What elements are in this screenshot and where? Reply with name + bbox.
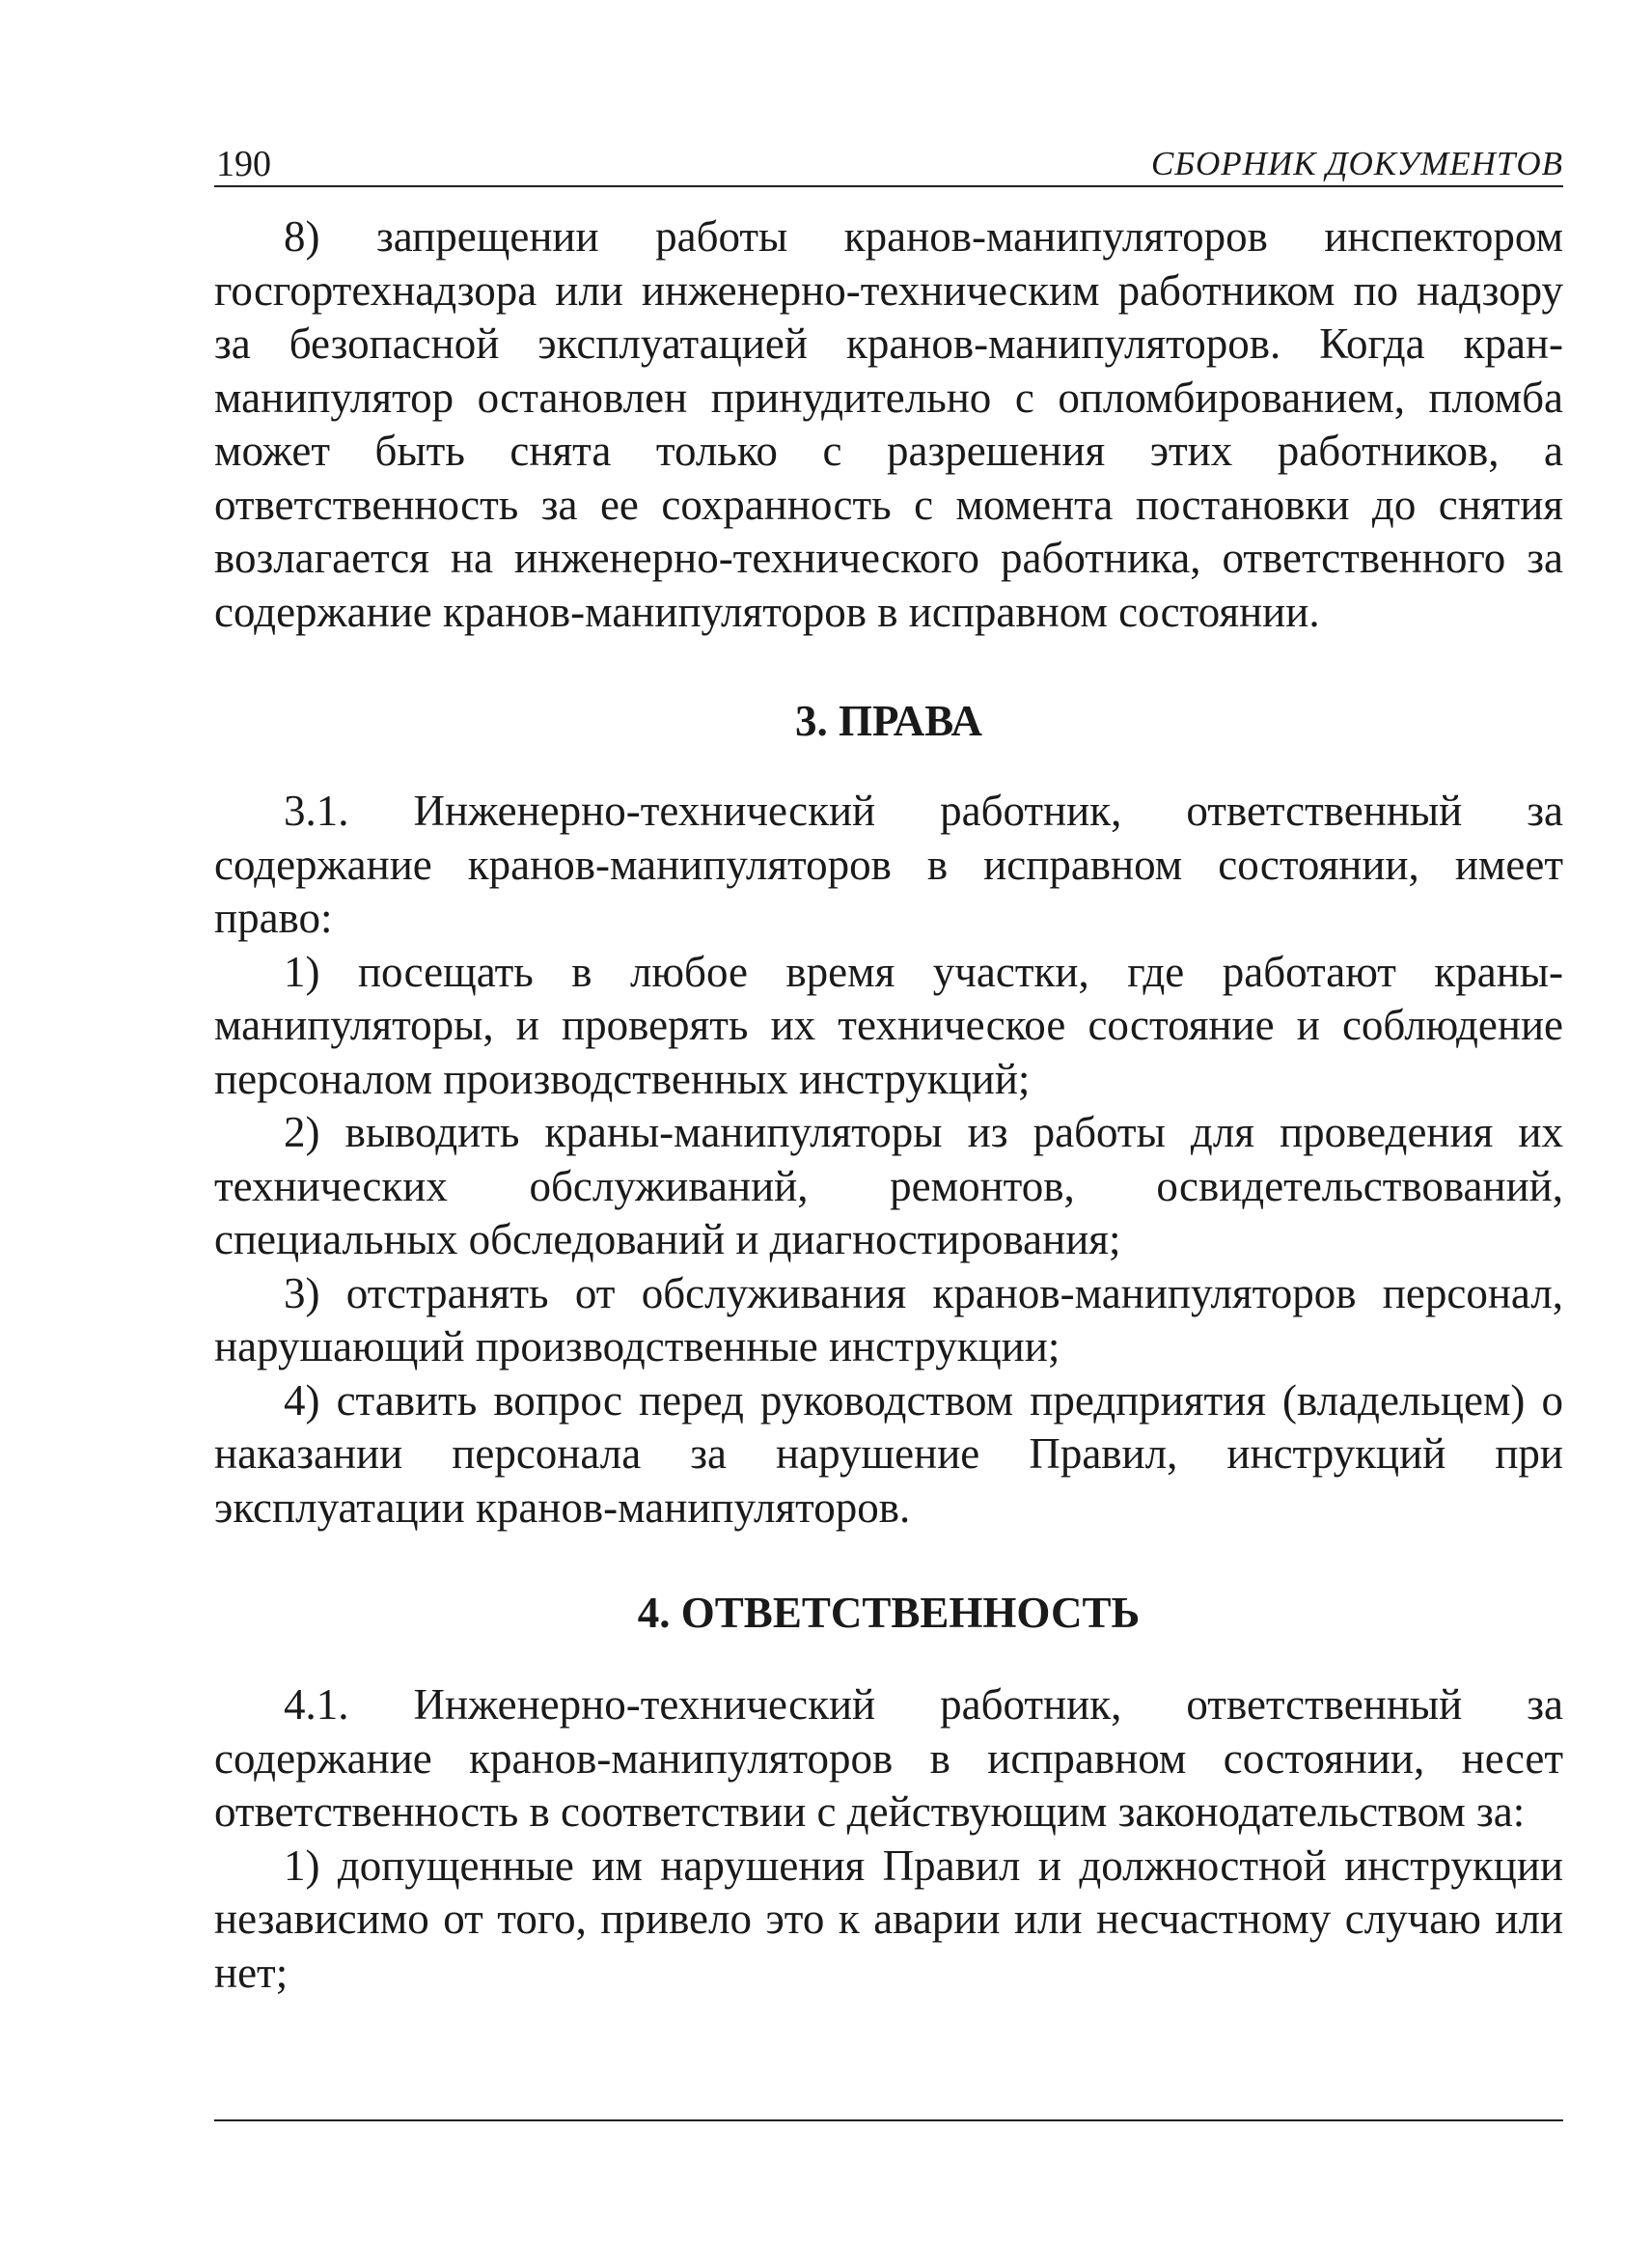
section-heading-rights: 3. ПРАВА [795,697,982,745]
bottom-divider [214,2119,1563,2121]
paragraph-3-1-item-1: 1) посещать в любое время участки, где работают краны-манипуляторы, и проверять их техническое состояние и соблюдение персоналом производственных инструкций; [214,947,1563,1103]
paragraph-4-1: 4.1. Инженерно-технический работник, ответственный за содержание кранов-манипуляторов в исправном состоянии, несет ответственность в соответствии с действующим законодательством за: [214,1680,1563,1836]
paragraph-3-1-item-4: 4) ставить вопрос перед руководством предприятия (владельцем) о наказании персонала за нарушение Правил, инструкций при эксплуатации кранов-манипуляторов. [214,1375,1563,1532]
paragraph-item-8: 8) запрещении работы кранов-манипуляторов инспектором госгортехнадзора или инженерно-техническим работником по надзору за безопасной эксплуатацией кранов-манипуляторов. Когда кран-манипулятор остановлен принудительно с опломбированием, пломба может быть снята только с разрешения этих работников, а ответственность за ее сохранность с момента постановки до снятия возлагается на инженерно-технического работника, ответственного за содержание кранов-манипуляторов в исправном состоянии. [214,212,1563,636]
page-body [214,210,1563,2000]
page-number: 190 [216,144,271,184]
running-header-title: СБОРНИК ДОКУМЕНТОВ [1151,145,1563,182]
paragraph-3-1-item-3: 3) отстранять от обслуживания кранов-манипуляторов персонал, нарушающий производственные инструкции; [214,1268,1563,1370]
paragraph-3-1: 3.1. Инженерно-технический работник, ответственный за содержание кранов-манипуляторов в исправном состоянии, имеет право: [214,787,1563,942]
running-header [214,135,1563,187]
section-heading-responsibility: 4. ОТВЕТСТВЕННОСТЬ [637,1589,1141,1637]
paragraph-4-1-item-1: 1) допущенные им нарушения Правил и должностной инструкции независимо от того, привело это к аварии или несчастному случаю или нет; [214,1841,1563,1997]
paragraph-3-1-item-2: 2) выводить краны-манипуляторы из работы для проведения их технических обслуживаний, ремонтов, освидетельствований, специальных обследований и диагностирования; [214,1108,1563,1263]
